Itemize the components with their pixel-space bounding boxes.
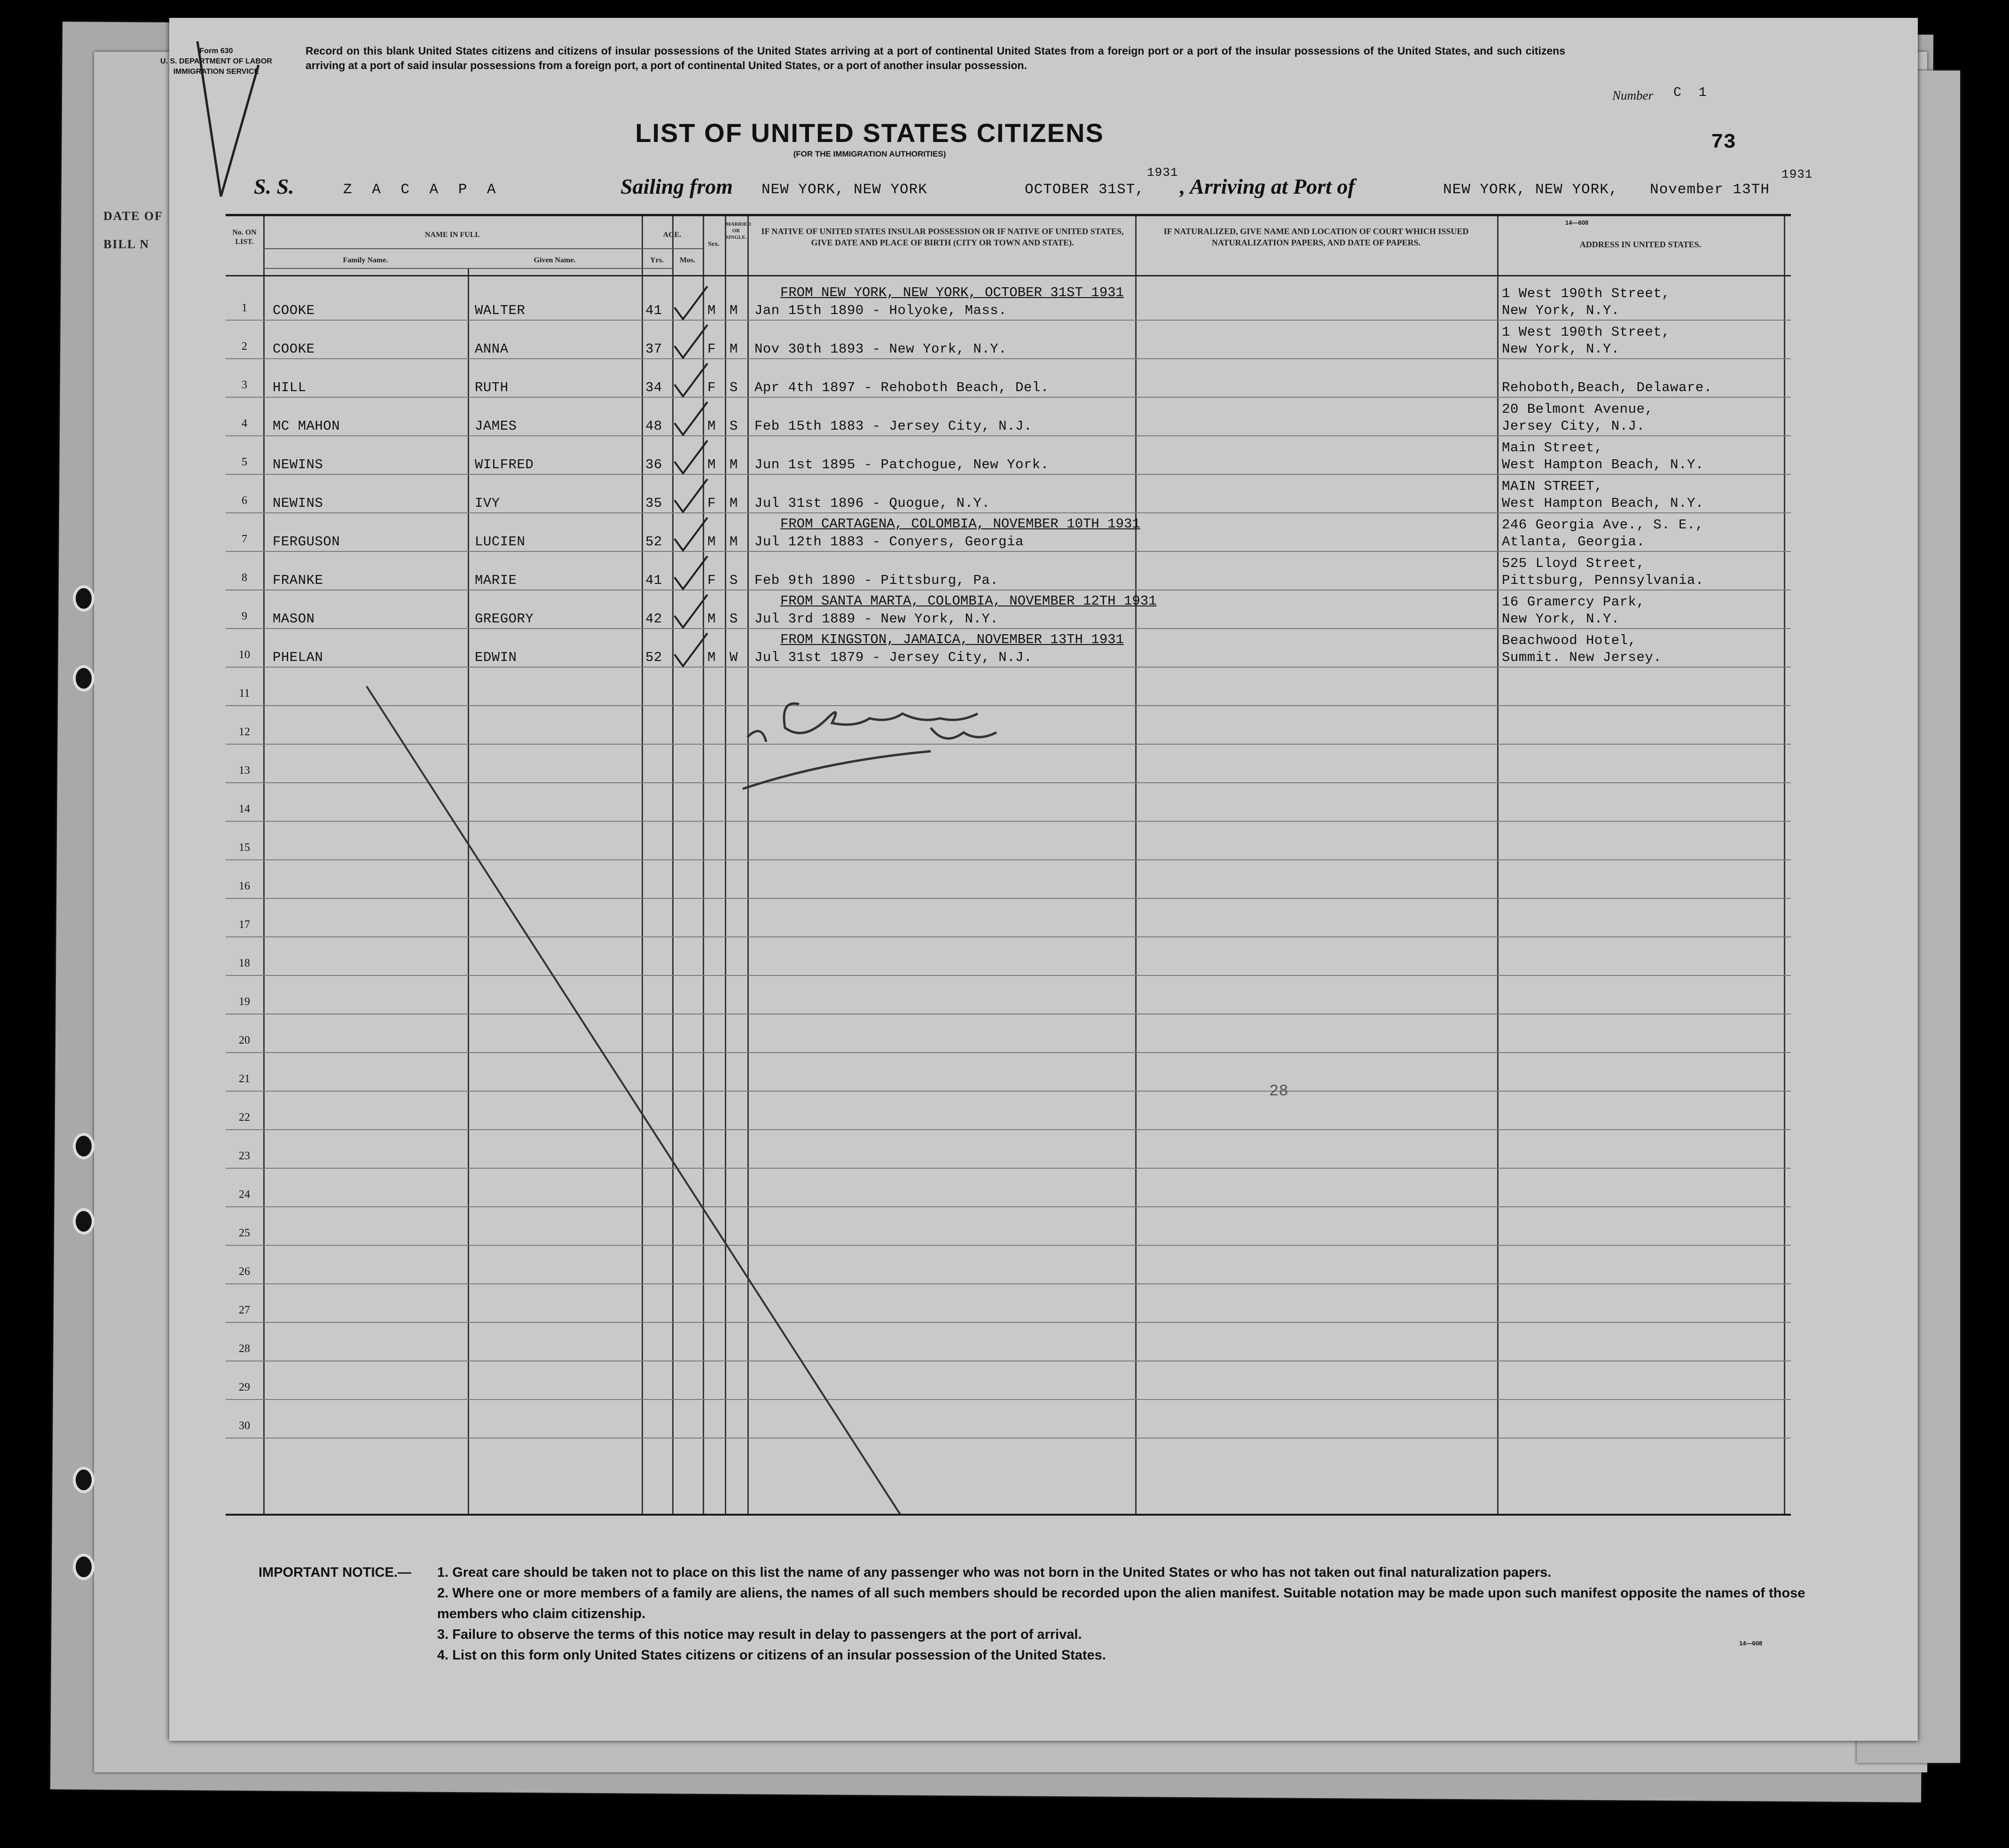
row-number: 3 bbox=[242, 379, 247, 391]
number-label: Number bbox=[1612, 88, 1653, 102]
header-no-on-list: No. ON LIST. bbox=[232, 228, 257, 246]
marital-status: M bbox=[730, 303, 738, 318]
row-number: 10 bbox=[239, 649, 250, 661]
notice-item: 3. Failure to observe the terms of this notice may result in delay to passengers at the port of arrival. bbox=[437, 1627, 1082, 1642]
age-years: 52 bbox=[645, 650, 662, 665]
age-years: 48 bbox=[645, 418, 662, 434]
notice-label: IMPORTANT NOTICE.— bbox=[259, 1565, 411, 1580]
edge-text-bill: BILL N bbox=[103, 237, 149, 251]
family-name: COOKE bbox=[273, 303, 315, 318]
address-line-2: New York, N.Y. bbox=[1502, 341, 1620, 357]
row-number: 21 bbox=[239, 1073, 250, 1085]
header-age: AGE. bbox=[663, 231, 682, 239]
address-line-2: New York, N.Y. bbox=[1502, 611, 1620, 627]
birth-date-place: Feb 9th 1890 - Pittsburg, Pa. bbox=[754, 573, 999, 588]
print-code-bottom: 14—608 bbox=[1739, 1640, 1763, 1647]
address-line-1: MAIN STREET, bbox=[1502, 479, 1603, 494]
row-number: 7 bbox=[242, 533, 247, 545]
row-number: 16 bbox=[239, 880, 250, 892]
arriving-year: 1931 bbox=[1781, 167, 1813, 181]
sex: F bbox=[707, 341, 716, 357]
birth-date-place: Jul 31st 1879 - Jersey City, N.J. bbox=[754, 650, 1032, 665]
address-line-2: Rehoboth,Beach, Delaware. bbox=[1502, 380, 1712, 395]
birth-date-place: Jun 1st 1895 - Patchogue, New York. bbox=[754, 457, 1049, 472]
address-line-2: New York, N.Y. bbox=[1502, 303, 1620, 318]
row-number: 5 bbox=[242, 456, 247, 468]
address-line-2: Pittsburg, Pennsylvania. bbox=[1502, 573, 1704, 588]
number-value: C 1 bbox=[1673, 86, 1711, 100]
given-name: JAMES bbox=[475, 418, 517, 434]
family-name: COOKE bbox=[273, 341, 315, 357]
page-number: 28 bbox=[1269, 1083, 1288, 1101]
row-number: 9 bbox=[242, 610, 247, 622]
row-number: 26 bbox=[239, 1266, 250, 1278]
address-line-1: Beachwood Hotel, bbox=[1502, 633, 1637, 648]
row-number: 25 bbox=[239, 1227, 250, 1239]
sailing-label: Sailing from bbox=[620, 174, 733, 198]
section-heading: FROM SANTA MARTA, COLOMBIA, NOVEMBER 12TH 1931 bbox=[780, 593, 1157, 609]
row-number: 28 bbox=[239, 1343, 250, 1355]
arriving-label: , Arriving at Port of bbox=[1180, 174, 1355, 198]
marital-status: S bbox=[730, 380, 738, 395]
header-family-name: Family Name. bbox=[343, 256, 388, 264]
row-number: 11 bbox=[239, 687, 250, 700]
birth-date-place: Jul 31st 1896 - Quogue, N.Y. bbox=[754, 495, 990, 511]
form-identification bbox=[141, 46, 291, 77]
birth-date-place: Feb 15th 1883 - Jersey City, N.J. bbox=[754, 418, 1032, 434]
header-yrs: Yrs. bbox=[650, 256, 664, 264]
voyage-line bbox=[254, 165, 1843, 202]
family-name: NEWINS bbox=[273, 457, 323, 472]
address-line-2: Summit. New Jersey. bbox=[1502, 650, 1662, 665]
header-married-or-single: MARRIED OR SINGLE. bbox=[726, 221, 751, 240]
notice-item: 1. Great care should be taken not to place on this list the name of any passenger who was not born in the United States or who has not taken out final naturalization papers. bbox=[437, 1565, 1552, 1580]
family-name: FERGUSON bbox=[273, 534, 340, 550]
birth-date-place: Jan 15th 1890 - Holyoke, Mass. bbox=[754, 303, 1007, 318]
address-line-1: 246 Georgia Ave., S. E., bbox=[1502, 517, 1704, 533]
stamp-number: 73 bbox=[1711, 131, 1736, 154]
sex: M bbox=[707, 457, 716, 472]
sex: M bbox=[707, 534, 716, 550]
header-mos: Mos. bbox=[679, 256, 696, 264]
address-line-1: 20 Belmont Avenue, bbox=[1502, 401, 1654, 417]
record-instructions: Record on this blank United States citizens and citizens of insular possessions of the United States arriving at a port of continental United States from a foreign port or a port of the insular possessions of the United States, and such citizens arriving at a port of said insular possessions from a foreign port, a port of continental United States, or a port of another insular possession. bbox=[306, 45, 1565, 71]
age-years: 36 bbox=[645, 457, 662, 472]
section-heading: FROM CARTAGENA, COLOMBIA, NOVEMBER 10TH 1931 bbox=[780, 516, 1140, 532]
given-name: WALTER bbox=[475, 303, 526, 318]
sex: F bbox=[707, 495, 716, 511]
header-name-in-full: NAME IN FULL bbox=[424, 231, 480, 239]
row-number: 1 bbox=[242, 302, 247, 314]
age-years: 52 bbox=[645, 534, 662, 550]
binder-hole bbox=[73, 1467, 94, 1493]
sailing-from: NEW YORK, NEW YORK bbox=[761, 181, 927, 198]
sex: M bbox=[707, 611, 716, 627]
page-subtitle: (FOR THE IMMIGRATION AUTHORITIES) bbox=[793, 149, 946, 158]
passenger-table bbox=[226, 214, 1791, 1516]
row-number: 4 bbox=[242, 417, 247, 430]
address-line-2: Atlanta, Georgia. bbox=[1502, 534, 1645, 550]
given-name: RUTH bbox=[475, 380, 509, 395]
address-line-2: West Hampton Beach, N.Y. bbox=[1502, 495, 1704, 511]
row-number: 20 bbox=[239, 1034, 250, 1046]
binder-hole bbox=[73, 665, 94, 692]
cancellation-line bbox=[226, 216, 1791, 1514]
address-line-1: Main Street, bbox=[1502, 440, 1603, 456]
row-number: 23 bbox=[239, 1150, 250, 1162]
marital-status: S bbox=[730, 573, 738, 588]
row-number: 2 bbox=[242, 340, 247, 353]
handwritten-signature bbox=[733, 676, 1109, 798]
address-line-1: 16 Gramercy Park, bbox=[1502, 594, 1645, 610]
edge-text-date: DATE OF bbox=[103, 209, 163, 223]
header-address: ADDRESS IN UNITED STATES. bbox=[1579, 240, 1702, 249]
row-number: 19 bbox=[239, 996, 250, 1008]
marital-status: W bbox=[730, 650, 738, 665]
marital-status: S bbox=[730, 418, 738, 434]
address-line-2: West Hampton Beach, N.Y. bbox=[1502, 457, 1704, 472]
family-name: MC MAHON bbox=[273, 418, 340, 434]
row-number: 13 bbox=[239, 764, 250, 777]
binder-hole bbox=[73, 1208, 94, 1235]
birth-date-place: Nov 30th 1893 - New York, N.Y. bbox=[754, 341, 1007, 357]
sailing-year: 1931 bbox=[1147, 165, 1178, 180]
form-number: Form 630 bbox=[199, 47, 233, 55]
binder-hole bbox=[73, 1133, 94, 1159]
family-name: HILL bbox=[273, 380, 306, 395]
given-name: EDWIN bbox=[475, 650, 517, 665]
important-notice bbox=[259, 1562, 1857, 1666]
sex: M bbox=[707, 418, 716, 434]
row-number: 29 bbox=[239, 1381, 250, 1393]
address-line-1: 1 West 190th Street, bbox=[1502, 286, 1671, 301]
row-number: 27 bbox=[239, 1304, 250, 1316]
manifest-sheet bbox=[160, 18, 1918, 1741]
sex: M bbox=[707, 650, 716, 665]
row-number: 15 bbox=[239, 841, 250, 854]
marital-status: M bbox=[730, 534, 738, 550]
age-years: 35 bbox=[645, 495, 662, 511]
row-number: 8 bbox=[242, 572, 247, 584]
arriving-date: November 13TH bbox=[1650, 181, 1770, 198]
page-title: LIST OF UNITED STATES CITIZENS bbox=[635, 118, 1104, 148]
header-given-name: Given Name. bbox=[534, 256, 576, 264]
section-heading: FROM KINGSTON, JAMAICA, NOVEMBER 13TH 1931 bbox=[780, 632, 1124, 647]
marital-status: M bbox=[730, 341, 738, 357]
family-name: NEWINS bbox=[273, 495, 323, 511]
given-name: GREGORY bbox=[475, 611, 534, 627]
address-line-1: 525 Lloyd Street, bbox=[1502, 556, 1645, 571]
age-years: 42 bbox=[645, 611, 662, 627]
row-number: 24 bbox=[239, 1188, 250, 1201]
given-name: WILFRED bbox=[475, 457, 534, 472]
marital-status: S bbox=[730, 611, 738, 627]
binder-hole bbox=[73, 585, 94, 612]
row-number: 17 bbox=[239, 919, 250, 931]
section-heading: FROM NEW YORK, NEW YORK, OCTOBER 31ST 1931 bbox=[780, 285, 1124, 300]
form-service: IMMIGRATION SERVICE bbox=[173, 68, 259, 76]
family-name: FRANKE bbox=[273, 573, 323, 588]
age-years: 34 bbox=[645, 380, 662, 395]
row-number: 14 bbox=[239, 803, 250, 815]
ship-name: Z A C A P A bbox=[343, 181, 502, 198]
family-name: MASON bbox=[273, 611, 315, 627]
sex: F bbox=[707, 573, 716, 588]
age-years: 41 bbox=[645, 303, 662, 318]
sex: M bbox=[707, 303, 716, 318]
header-birth: IF NATIVE OF UNITED STATES INSULAR POSSESSION OR IF NATIVE OF UNITED STATES, GIVE DATE AND PLACE OF BIRTH (CITY OR TOWN AND STATE). bbox=[761, 227, 1124, 247]
age-years: 41 bbox=[645, 573, 662, 588]
given-name: IVY bbox=[475, 495, 500, 511]
sailing-date: OCTOBER 31ST, bbox=[1025, 181, 1145, 198]
family-name: PHELAN bbox=[273, 650, 323, 665]
header-naturalized: IF NATURALIZED, GIVE NAME AND LOCATION OF COURT WHICH ISSUED NATURALIZATION PAPERS, AND DATE OF PAPERS. bbox=[1163, 227, 1469, 247]
binder-hole bbox=[73, 1554, 94, 1580]
marital-status: M bbox=[730, 457, 738, 472]
row-number: 18 bbox=[239, 957, 250, 969]
row-number: 22 bbox=[239, 1111, 250, 1124]
birth-date-place: Apr 4th 1897 - Rehoboth Beach, Del. bbox=[754, 380, 1049, 395]
birth-date-place: Jul 3rd 1889 - New York, N.Y. bbox=[754, 611, 999, 627]
given-name: LUCIEN bbox=[475, 534, 526, 550]
birth-date-place: Jul 12th 1883 - Conyers, Georgia bbox=[754, 534, 1024, 550]
address-line-1: 1 West 190th Street, bbox=[1502, 324, 1671, 340]
row-number: 30 bbox=[239, 1420, 250, 1432]
row-number: 12 bbox=[239, 726, 250, 738]
arriving-port: NEW YORK, NEW YORK, bbox=[1443, 181, 1618, 198]
given-name: ANNA bbox=[475, 341, 509, 357]
age-years: 37 bbox=[645, 341, 662, 357]
sex: F bbox=[707, 380, 716, 395]
given-name: MARIE bbox=[475, 573, 517, 588]
address-line-2: Jersey City, N.J. bbox=[1502, 418, 1645, 434]
ss-label: S. S. bbox=[254, 174, 294, 198]
notice-item: 2. Where one or more members of a family are aliens, the names of all such members should be recorded upon the alien manifest. Suitable notation may be made upon such manifest opposite the names of those members who claim citizenship. bbox=[437, 1586, 1805, 1621]
print-code-top: 14—608 bbox=[1565, 219, 1589, 226]
form-department: U. S. DEPARTMENT OF LABOR bbox=[160, 57, 272, 65]
row-number: 6 bbox=[242, 495, 247, 507]
header-sex: Sex. bbox=[708, 241, 720, 248]
marital-status: M bbox=[730, 495, 738, 511]
notice-item: 4. List on this form only United States citizens or citizens of an insular possession of the United States. bbox=[437, 1648, 1106, 1663]
